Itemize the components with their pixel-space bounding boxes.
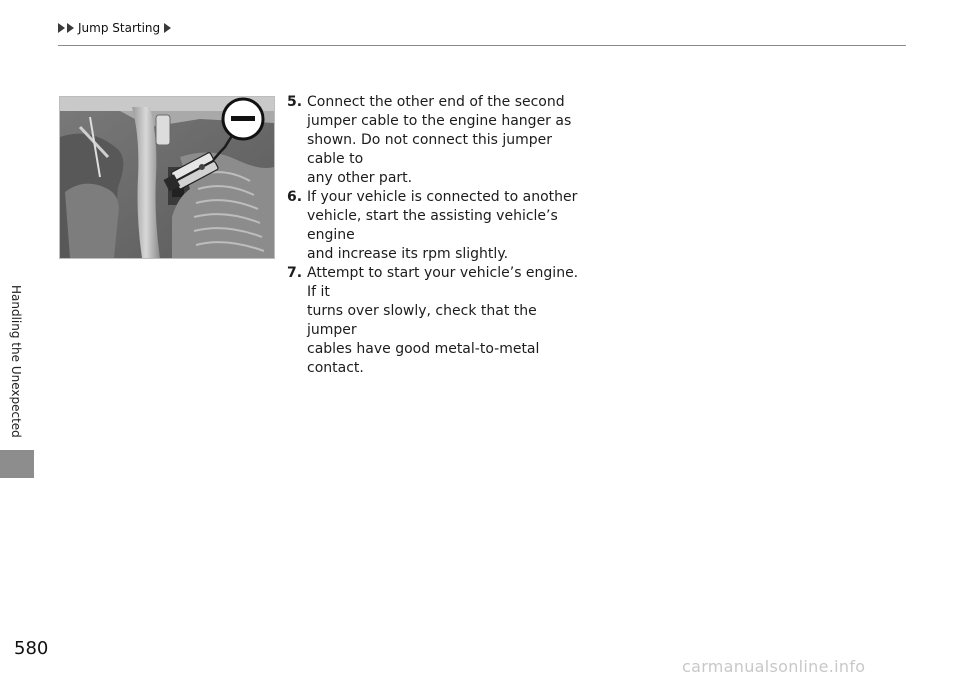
- step-item: [287, 93, 587, 188]
- step-text: [307, 93, 587, 188]
- section-tab: [0, 450, 34, 478]
- step-line: jumper cable to the engine hanger as: [307, 113, 572, 129]
- page-number: 580: [14, 638, 49, 659]
- instruction-steps: [287, 93, 587, 378]
- breadcrumb-arrow-icon: [164, 23, 171, 33]
- step-item: [287, 188, 587, 264]
- engine-bay-illustration: [59, 96, 275, 259]
- step-line: Connect the other end of the second: [307, 94, 565, 110]
- step-item: [287, 264, 587, 378]
- step-line: cables have good metal-to-metal contact.: [307, 341, 540, 376]
- section-label-text: Handling the Unexpected: [9, 285, 23, 438]
- step-number: 7.: [287, 265, 303, 281]
- step-line: Attempt to start your vehicle’s engine. If it: [307, 265, 579, 300]
- step-line: and increase its rpm slightly.: [307, 246, 509, 262]
- step-line: If your vehicle is connected to another: [307, 189, 578, 205]
- step-text: [307, 188, 587, 264]
- step-line: turns over slowly, check that the jumper: [307, 303, 537, 338]
- step-number: 6.: [287, 189, 303, 205]
- breadcrumb-arrow-icon: [58, 23, 65, 33]
- breadcrumb-label: Jump Starting: [78, 21, 161, 35]
- header-divider: [58, 45, 906, 46]
- breadcrumb-arrow-icon: [67, 23, 74, 33]
- step-text: [307, 264, 587, 378]
- step-line: shown. Do not connect this jumper cable to: [307, 132, 553, 167]
- watermark: carmanualsonline.info: [682, 657, 866, 676]
- step-line: vehicle, start the assisting vehicle’s engine: [307, 208, 558, 243]
- section-side-label: [0, 285, 34, 445]
- engine-hanger-figure: [60, 97, 274, 258]
- step-number: 5.: [287, 94, 303, 110]
- step-line: any other part.: [307, 170, 413, 186]
- breadcrumb: [58, 19, 173, 37]
